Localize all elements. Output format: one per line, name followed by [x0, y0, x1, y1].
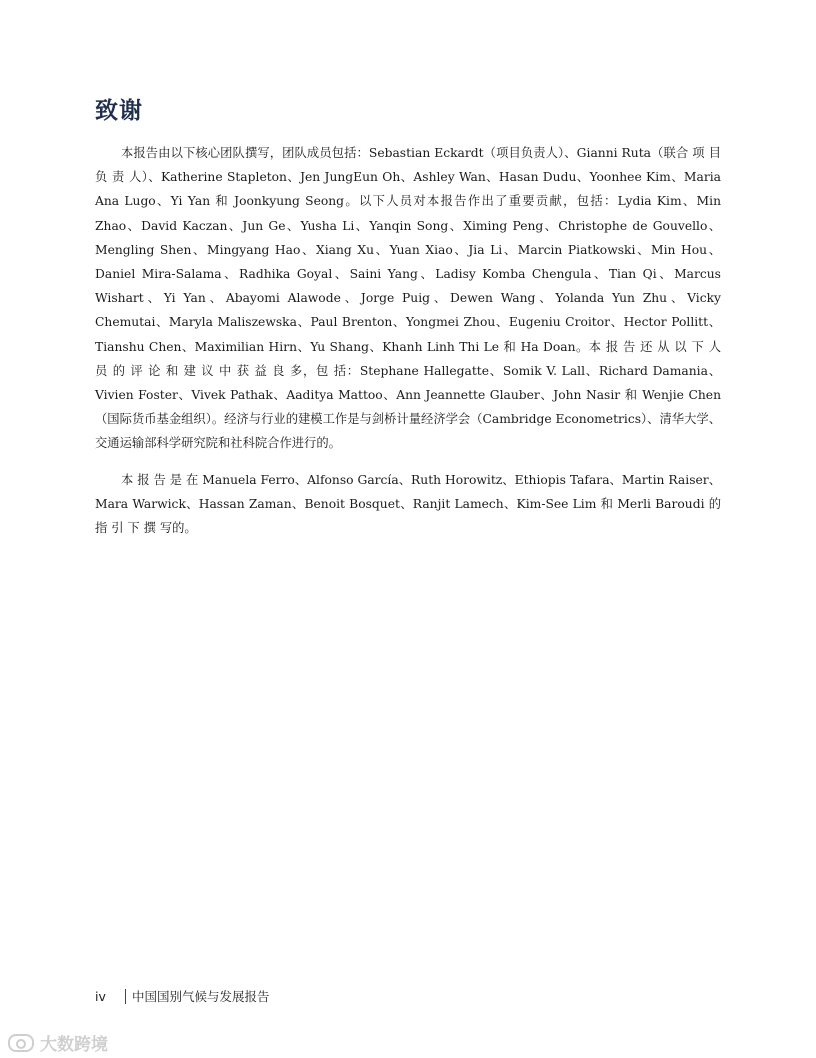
page-footer [95, 987, 270, 1005]
footer-report-title: 中国国别气候与发展报告 [132, 989, 270, 1004]
acknowledgements-body [95, 141, 721, 552]
page-title: 致谢 [95, 98, 143, 124]
paragraph-guidance: 本 报 告 是 在 Manuela Ferro、Alfonso García、Ruth Horowitz、Ethiopis Tafara、Martin Raiser、Mara Warwick、Hassan Zaman、Benoit Bosquet、Ranjit Lamech、Kim-See Lim 和 Merli Baroudi 的 指 引 下 撰 写的。 [95, 472, 721, 536]
watermark-logo-icon [8, 1034, 34, 1052]
page-number: iv [95, 988, 106, 1004]
watermark-text: 大数跨境 [40, 1035, 108, 1055]
footer-divider [125, 989, 126, 1004]
paragraph-authors: 本报告由以下核心团队撰写，团队成员包括：Sebastian Eckardt（项目负责人）、Gianni Ruta（联合 项 目 负 责 人）、Katherine Stapleton、Jen JungEun Oh、Ashley Wan、Hasan Dudu、Yoonhee Kim、Maria Ana Lugo、Yi Yan 和 Joonkyung Seong。以下人员对本报告作出了重要贡献，包括：Lydia Kim、Min Zhao、David Kaczan、Jun Ge、Yusha Li、Yanqin Song、Ximing Peng、Christophe de Gouvello、Mengling Shen、Mingyang Hao、Xiang Xu、Yuan Xiao、Jia Li、Marcin Piatkowski、Min Hou、Daniel Mira-Salama、Radhika Goyal、Saini Yang、Ladisy Komba Chengula、Tian Qi、Marcus Wishart、Yi Yan、Abayomi Alawode、Jorge Puig、Dewen Wang、Yolanda Yun Zhu、Vicky Chemutai、Maryla Maliszewska、Paul Brenton、Yongmei Zhou、Eugeniu Croitor、Hector Pollitt、Tianshu Chen、Maximilian Hirn、Yu Shang、Khanh Linh Thi Le 和 Ha Doan。本 报 告 还 从 以 下 人 员 的 评 论 和 建 议 中 获 益 良 多，包 括：Stephane Hallegatte、Somik V. Lall、Richard Damania、Vivien Foster、Vivek Pathak、Aaditya Mattoo、Ann Jeannette Glauber、John Nasir 和 Wenjie Chen（国际货币基金组织）。经济与行业的建模工作是与剑桥计量经济学会（Cambridge Econometrics）、清华大学、交通运输部科学研究院和社科院合作进行的。 [95, 146, 721, 451]
watermark [8, 1030, 108, 1055]
